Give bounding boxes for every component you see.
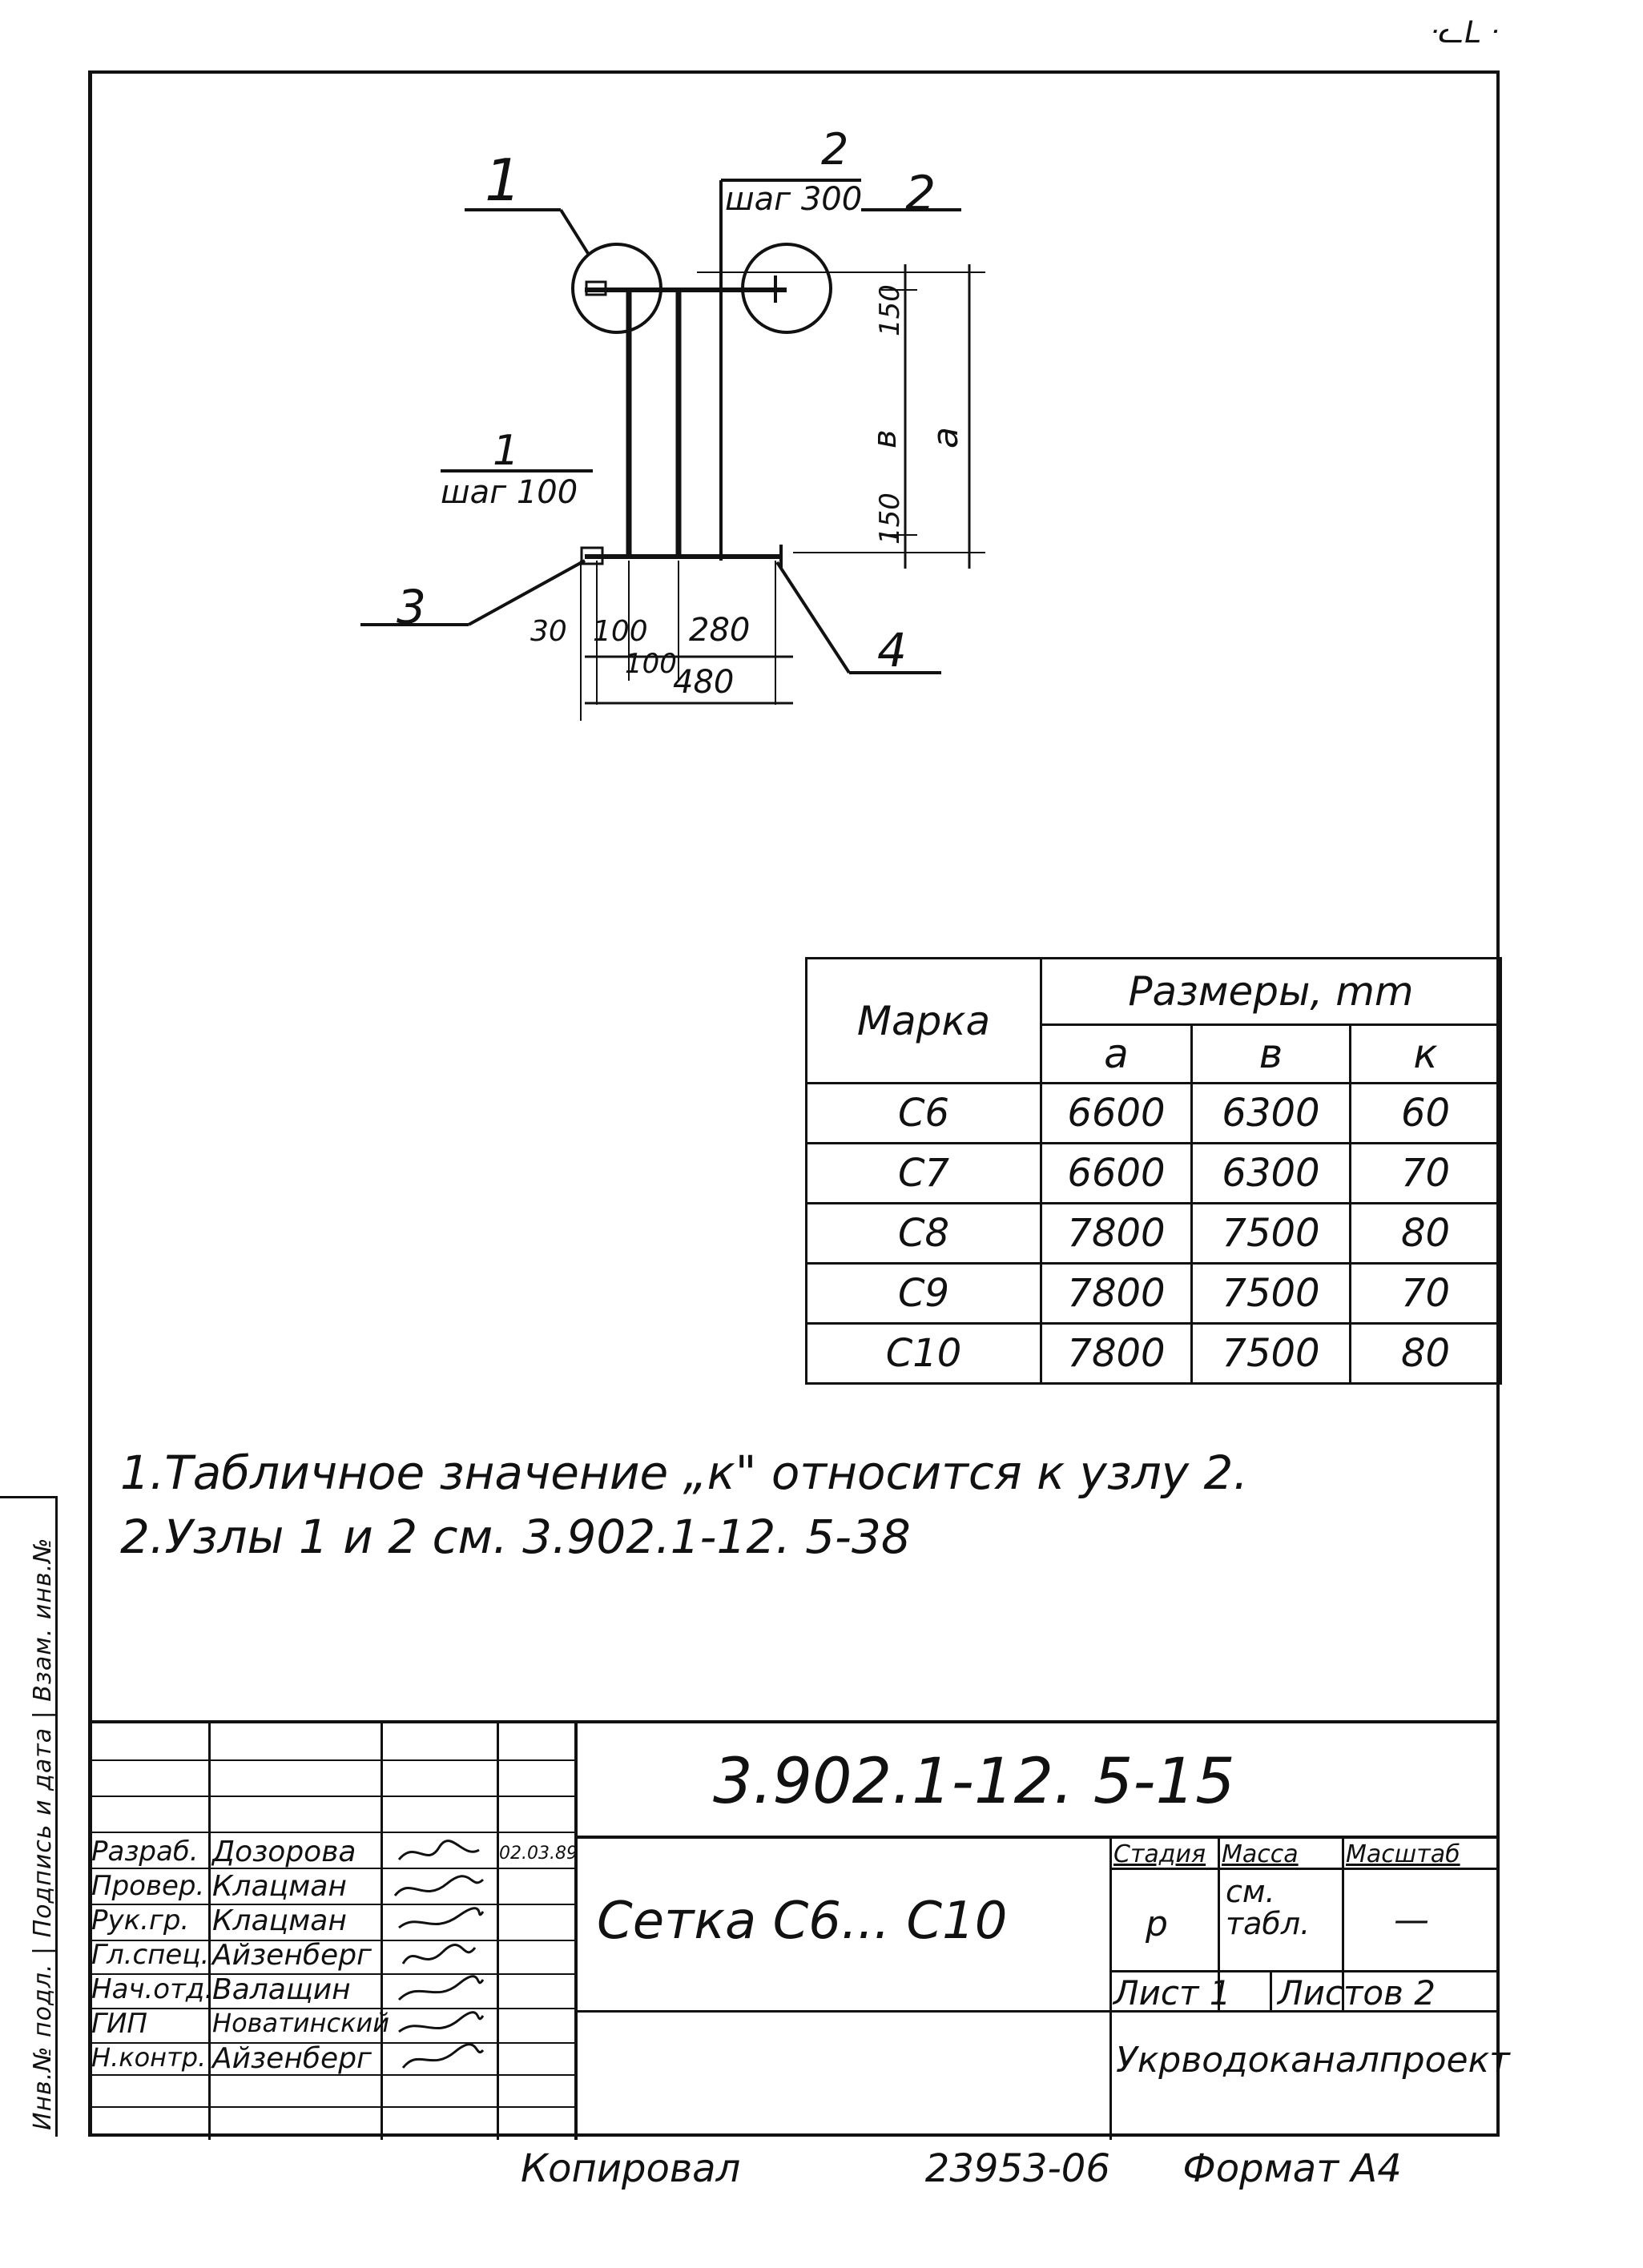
sheets-total: Листов 2 xyxy=(1278,1973,1436,2013)
title-block xyxy=(88,1720,1510,2137)
callout-2-top: 2 xyxy=(821,124,849,175)
cell-a: 7800 xyxy=(1041,1324,1192,1384)
spec-table xyxy=(805,957,1502,1385)
cell-k: 60 xyxy=(1351,1084,1501,1144)
copy-number: 23953-06 xyxy=(924,2146,1110,2191)
cell-a: 7800 xyxy=(1041,1204,1192,1264)
role-label: Нач.отд. xyxy=(91,1973,214,2005)
scale-value: — xyxy=(1394,1900,1429,1940)
role-label: ГИП xyxy=(91,2008,147,2040)
table-row xyxy=(807,1324,1501,1384)
copied-label: Копировал xyxy=(521,2146,741,2191)
table-row xyxy=(807,1144,1501,1204)
dim-30: 30 xyxy=(530,615,567,648)
header-col-b: в xyxy=(1192,1025,1351,1084)
callout-2-right: 2 xyxy=(905,166,936,222)
dim-b: в xyxy=(867,429,904,448)
cell-marka: С8 xyxy=(807,1204,1041,1264)
cell-b: 7500 xyxy=(1192,1324,1351,1384)
table-row xyxy=(807,1204,1501,1264)
cell-a: 6600 xyxy=(1041,1144,1192,1204)
header-col-k: к xyxy=(1351,1025,1501,1084)
stage-label: Стадия xyxy=(1113,1840,1206,1868)
header-marka: Марка xyxy=(807,959,1041,1084)
cell-b: 7500 xyxy=(1192,1264,1351,1324)
cell-marka: С9 xyxy=(807,1264,1041,1324)
callout-3: 3 xyxy=(397,580,426,634)
signatures xyxy=(383,1836,495,2076)
mesh-drawing xyxy=(0,0,1643,801)
stage-value: р xyxy=(1146,1904,1168,1944)
cell-b: 6300 xyxy=(1192,1144,1351,1204)
dim-a: а xyxy=(925,427,966,448)
doc-title: Сетка С6... С10 xyxy=(597,1892,1008,1951)
cell-k: 80 xyxy=(1351,1324,1501,1384)
dim-150-top: 150 xyxy=(874,284,906,336)
role-label: Разраб. xyxy=(91,1836,199,1868)
note-1: 1.Табличное значение „к" относится к узлу 2. xyxy=(120,1446,1248,1500)
note-2: 2.Узлы 1 и 2 см. 3.902.1-12. 5-38 xyxy=(120,1510,911,1564)
cell-a: 6600 xyxy=(1041,1084,1192,1144)
callout-4: 4 xyxy=(877,623,907,678)
dim-280: 280 xyxy=(689,612,751,649)
corner-mark: ᐧᓚᒪ ᐧ xyxy=(1431,14,1500,50)
callout-2-step: шаг 300 xyxy=(725,181,863,218)
dim-100: 100 xyxy=(593,615,648,648)
cell-b: 7500 xyxy=(1192,1204,1351,1264)
mass-value: см. табл. xyxy=(1226,1874,1311,1941)
org-name: Укрводоканалпроект xyxy=(1116,2040,1510,2081)
cell-k: 80 xyxy=(1351,1204,1501,1264)
mass-label: Масса xyxy=(1222,1840,1299,1868)
cell-marka: С7 xyxy=(807,1144,1041,1204)
role-label: Провер. xyxy=(91,1870,205,1902)
date: 02.03.89 xyxy=(499,1844,578,1864)
doc-code: 3.902.1-12. 5-15 xyxy=(713,1746,1235,1818)
role-label: Гл.спец. xyxy=(91,1939,210,1971)
format-label: Формат А4 xyxy=(1182,2146,1402,2191)
signer-name: Айзенберг xyxy=(212,2042,372,2075)
cell-k: 70 xyxy=(1351,1144,1501,1204)
signer-name: Новатинский xyxy=(212,2008,389,2038)
dim-150-bot: 150 xyxy=(874,493,906,545)
left-strip-text: Инв.№ подл. | Подпись и дата | Взам. инв.№ xyxy=(29,1537,57,2130)
callout-1: 1 xyxy=(485,147,521,214)
cell-b: 6300 xyxy=(1192,1084,1351,1144)
signer-name: Айзенберг xyxy=(212,1939,372,1972)
table-row xyxy=(807,1264,1501,1324)
callout-1-mid: 1 xyxy=(493,427,520,475)
role-label: Н.контр. xyxy=(91,2042,207,2073)
cell-a: 7800 xyxy=(1041,1264,1192,1324)
signer-name: Дозорова xyxy=(212,1836,356,1868)
copied-line xyxy=(521,2146,1402,2191)
callout-1-step: шаг 100 xyxy=(441,474,578,511)
header-sizes: Размеры, mm xyxy=(1041,959,1501,1025)
header-col-a: а xyxy=(1041,1025,1192,1084)
sheet-number: Лист 1 xyxy=(1113,1973,1231,2013)
scale-label: Масштаб xyxy=(1346,1840,1460,1868)
signer-name: Клацман xyxy=(212,1870,347,1903)
role-label: Рук.гр. xyxy=(91,1904,190,1936)
table-row xyxy=(807,1084,1501,1144)
signer-name: Клацман xyxy=(212,1904,347,1937)
signer-name: Валащин xyxy=(212,1973,351,2006)
dim-100b: 100 xyxy=(625,648,677,680)
dim-480: 480 xyxy=(673,664,735,701)
cell-marka: С10 xyxy=(807,1324,1041,1384)
cell-marka: С6 xyxy=(807,1084,1041,1144)
cell-k: 70 xyxy=(1351,1264,1501,1324)
